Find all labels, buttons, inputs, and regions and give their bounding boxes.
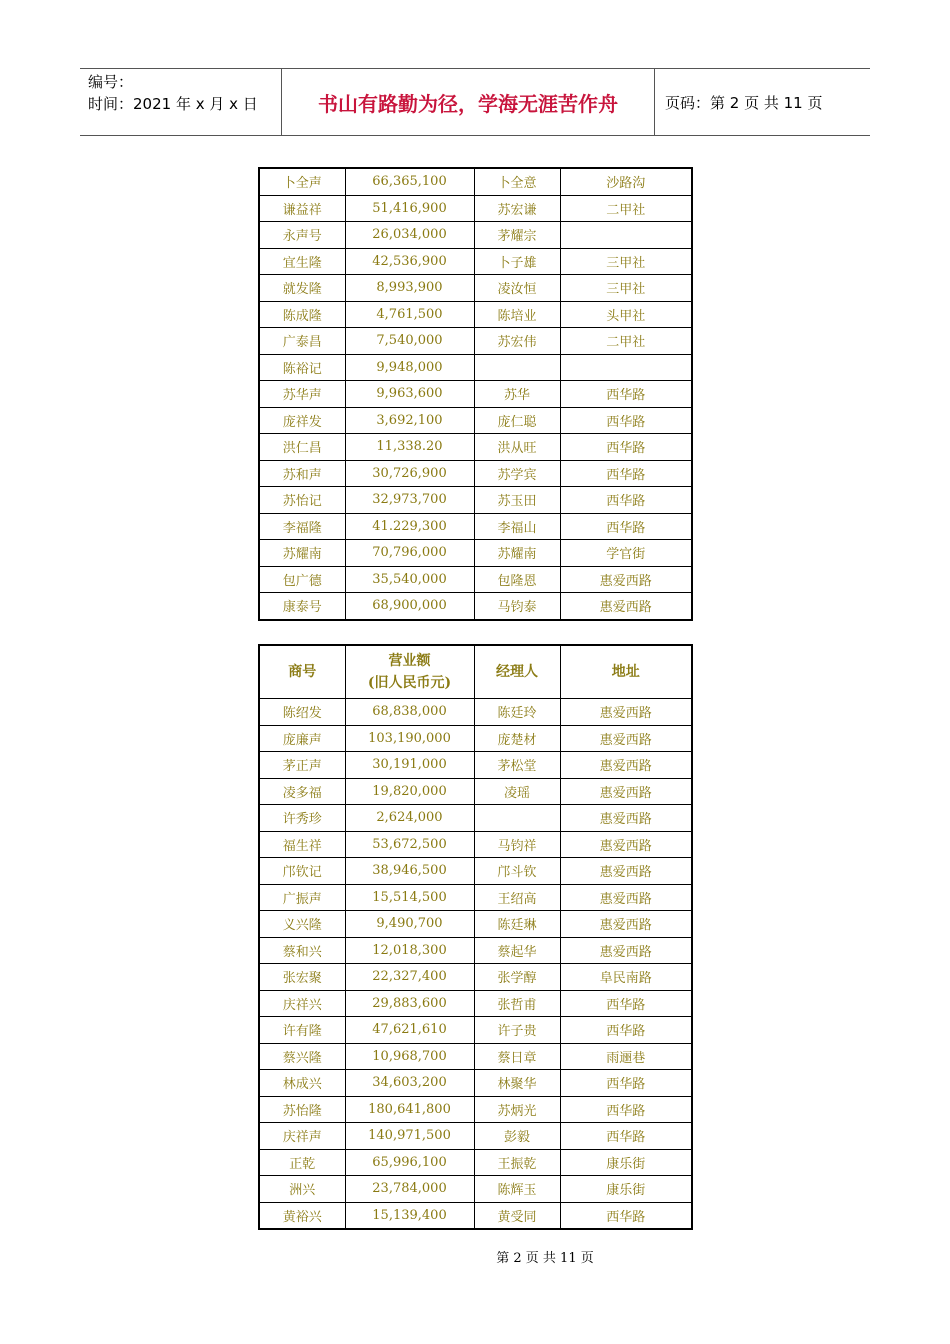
table-row (259, 460, 692, 487)
table-row (259, 778, 692, 805)
cell-shop: 庞廉声 (259, 725, 345, 752)
cell-manager: 彭毅 (474, 1123, 560, 1150)
cell-revenue: 2,624,000 (345, 805, 474, 832)
cell-address: 沙路沟 (560, 168, 692, 195)
cell-revenue: 26,034,000 (345, 222, 474, 249)
table-row (259, 407, 692, 434)
cell-address: 西华路 (560, 434, 692, 461)
table-row (259, 831, 692, 858)
cell-revenue: 70,796,000 (345, 540, 474, 567)
cell-revenue: 103,190,000 (345, 725, 474, 752)
cell-revenue: 4,761,500 (345, 301, 474, 328)
table-row (259, 1070, 692, 1097)
table-body (259, 699, 692, 1230)
cell-shop: 卜全声 (259, 168, 345, 195)
cell-manager: 林聚华 (474, 1070, 560, 1097)
cell-shop: 庆祥声 (259, 1123, 345, 1150)
table-header (259, 645, 692, 699)
cell-shop: 广泰昌 (259, 328, 345, 355)
cell-shop: 宜生隆 (259, 248, 345, 275)
cell-manager: 洪从旺 (474, 434, 560, 461)
cell-manager: 茅松堂 (474, 752, 560, 779)
cell-shop: 苏和声 (259, 460, 345, 487)
cell-manager: 凌汝恒 (474, 275, 560, 302)
cell-address: 西华路 (560, 1202, 692, 1229)
header-revenue-line2: (旧人民币元) (367, 675, 452, 691)
document-time-label: 时间：2021 年 x 月 x 日 (88, 95, 258, 113)
table-row (259, 593, 692, 620)
table-row (259, 1043, 692, 1070)
cell-revenue: 68,900,000 (345, 593, 474, 620)
cell-shop: 蔡兴隆 (259, 1043, 345, 1070)
cell-address (560, 222, 692, 249)
cell-address: 头甲社 (560, 301, 692, 328)
table-body (259, 168, 692, 620)
cell-shop: 苏怡隆 (259, 1096, 345, 1123)
cell-revenue: 68,838,000 (345, 699, 474, 726)
cell-manager: 蔡起华 (474, 937, 560, 964)
cell-shop: 永声号 (259, 222, 345, 249)
cell-manager: 苏炳光 (474, 1096, 560, 1123)
cell-address: 惠爱西路 (560, 593, 692, 620)
cell-revenue: 9,948,000 (345, 354, 474, 381)
cell-address: 西华路 (560, 513, 692, 540)
cell-address: 惠爱西路 (560, 884, 692, 911)
cell-shop: 正乾 (259, 1149, 345, 1176)
table-row (259, 990, 692, 1017)
cell-address: 二甲社 (560, 328, 692, 355)
table-row (259, 858, 692, 885)
table-row (259, 381, 692, 408)
table-row (259, 1096, 692, 1123)
cell-revenue: 41.229,300 (345, 513, 474, 540)
cell-revenue: 9,490,700 (345, 911, 474, 938)
table-row (259, 1149, 692, 1176)
cell-manager: 苏耀南 (474, 540, 560, 567)
cell-manager (474, 805, 560, 832)
cell-manager: 张学醇 (474, 964, 560, 991)
cell-revenue: 29,883,600 (345, 990, 474, 1017)
cell-manager: 陈廷琳 (474, 911, 560, 938)
cell-address: 惠爱西路 (560, 831, 692, 858)
cell-manager: 邝斗钦 (474, 858, 560, 885)
cell-revenue: 65,996,100 (345, 1149, 474, 1176)
cell-manager: 凌瑶 (474, 778, 560, 805)
cell-shop: 李福隆 (259, 513, 345, 540)
header-page-number: 页码：第 2 页 共 11 页 (665, 93, 823, 112)
table-row (259, 513, 692, 540)
cell-revenue: 140,971,500 (345, 1123, 474, 1150)
cell-revenue: 22,327,400 (345, 964, 474, 991)
cell-revenue: 15,139,400 (345, 1202, 474, 1229)
cell-revenue: 38,946,500 (345, 858, 474, 885)
cell-address: 惠爱西路 (560, 752, 692, 779)
cell-address: 西华路 (560, 1123, 692, 1150)
page-footer: 第 2 页 共 11 页 (496, 1251, 594, 1266)
header-manager: 经理人 (474, 645, 560, 699)
cell-shop: 谦益祥 (259, 195, 345, 222)
header-motto: 书山有路勤为径，学海无涯苦作舟 (282, 69, 655, 135)
cell-shop: 包广德 (259, 566, 345, 593)
cell-manager: 庞仁聪 (474, 407, 560, 434)
table-row (259, 1123, 692, 1150)
cell-revenue: 3,692,100 (345, 407, 474, 434)
cell-revenue: 53,672,500 (345, 831, 474, 858)
cell-address: 惠爱西路 (560, 911, 692, 938)
cell-revenue: 30,726,900 (345, 460, 474, 487)
cell-address: 惠爱西路 (560, 937, 692, 964)
cell-shop: 义兴隆 (259, 911, 345, 938)
table-row (259, 1017, 692, 1044)
table-row (259, 1176, 692, 1203)
cell-address: 西华路 (560, 1017, 692, 1044)
cell-manager: 陈廷玲 (474, 699, 560, 726)
cell-shop: 洪仁昌 (259, 434, 345, 461)
cell-shop: 苏耀南 (259, 540, 345, 567)
cell-manager: 庞楚材 (474, 725, 560, 752)
cell-address: 西华路 (560, 1096, 692, 1123)
table-row (259, 937, 692, 964)
cell-address: 康乐街 (560, 1176, 692, 1203)
cell-shop: 许秀珍 (259, 805, 345, 832)
cell-manager: 苏学宾 (474, 460, 560, 487)
table-row (259, 222, 692, 249)
cell-address: 惠爱西路 (560, 778, 692, 805)
document-number-label: 编号： (88, 73, 134, 91)
table-row (259, 911, 692, 938)
table-row (259, 805, 692, 832)
cell-manager: 蔡日章 (474, 1043, 560, 1070)
cell-address: 西华路 (560, 990, 692, 1017)
cell-revenue: 34,603,200 (345, 1070, 474, 1097)
cell-manager: 马钧祥 (474, 831, 560, 858)
cell-manager: 苏宏伟 (474, 328, 560, 355)
page-header (80, 68, 870, 136)
cell-revenue: 30,191,000 (345, 752, 474, 779)
cell-address: 二甲社 (560, 195, 692, 222)
cell-address: 惠爱西路 (560, 699, 692, 726)
cell-revenue: 9,963,600 (345, 381, 474, 408)
cell-manager: 包隆恩 (474, 566, 560, 593)
cell-address: 三甲社 (560, 275, 692, 302)
table-row (259, 1202, 692, 1229)
cell-shop: 庞祥发 (259, 407, 345, 434)
cell-address: 阜民南路 (560, 964, 692, 991)
cell-shop: 黄裕兴 (259, 1202, 345, 1229)
table-row (259, 884, 692, 911)
cell-manager: 卜全意 (474, 168, 560, 195)
cell-revenue: 180,641,800 (345, 1096, 474, 1123)
cell-revenue: 51,416,900 (345, 195, 474, 222)
table-row (259, 301, 692, 328)
table-row (259, 195, 692, 222)
cell-shop: 苏怡记 (259, 487, 345, 514)
cell-shop: 就发隆 (259, 275, 345, 302)
cell-address: 西华路 (560, 381, 692, 408)
cell-revenue: 12,018,300 (345, 937, 474, 964)
shop-table-continued (258, 167, 693, 621)
cell-address: 西华路 (560, 487, 692, 514)
cell-manager: 许子贵 (474, 1017, 560, 1044)
table-row (259, 275, 692, 302)
table-row (259, 725, 692, 752)
table-row (259, 328, 692, 355)
cell-manager: 苏华 (474, 381, 560, 408)
cell-shop: 蔡和兴 (259, 937, 345, 964)
cell-address: 雨逦巷 (560, 1043, 692, 1070)
cell-manager (474, 354, 560, 381)
header-revenue-line1: 营业额 (388, 653, 431, 669)
cell-revenue: 23,784,000 (345, 1176, 474, 1203)
cell-manager: 苏玉田 (474, 487, 560, 514)
cell-revenue: 11,338.20 (345, 434, 474, 461)
cell-manager: 黄受同 (474, 1202, 560, 1229)
cell-shop: 许有隆 (259, 1017, 345, 1044)
cell-shop: 陈绍发 (259, 699, 345, 726)
cell-revenue: 42,536,900 (345, 248, 474, 275)
cell-revenue: 47,621,610 (345, 1017, 474, 1044)
table-row (259, 487, 692, 514)
cell-shop: 福生祥 (259, 831, 345, 858)
cell-shop: 广振声 (259, 884, 345, 911)
cell-manager: 马钧泰 (474, 593, 560, 620)
cell-manager: 苏宏谦 (474, 195, 560, 222)
table-row (259, 566, 692, 593)
table-row (259, 434, 692, 461)
cell-manager: 茅耀宗 (474, 222, 560, 249)
cell-manager: 陈辉玉 (474, 1176, 560, 1203)
cell-address: 学官街 (560, 540, 692, 567)
cell-shop: 苏华声 (259, 381, 345, 408)
cell-shop: 陈裕记 (259, 354, 345, 381)
cell-address: 惠爱西路 (560, 566, 692, 593)
cell-revenue: 7,540,000 (345, 328, 474, 355)
cell-shop: 茅正声 (259, 752, 345, 779)
table-row (259, 354, 692, 381)
cell-revenue: 19,820,000 (345, 778, 474, 805)
table-row (259, 168, 692, 195)
cell-shop: 张宏聚 (259, 964, 345, 991)
header-meta (80, 69, 282, 135)
cell-revenue: 35,540,000 (345, 566, 474, 593)
shop-revenue-table (258, 644, 693, 1230)
table-row (259, 540, 692, 567)
header-revenue (345, 645, 474, 699)
table-row (259, 699, 692, 726)
cell-manager: 李福山 (474, 513, 560, 540)
header-address: 地址 (560, 645, 692, 699)
cell-address: 三甲社 (560, 248, 692, 275)
cell-revenue: 8,993,900 (345, 275, 474, 302)
cell-manager: 王振乾 (474, 1149, 560, 1176)
cell-address: 惠爱西路 (560, 858, 692, 885)
cell-address: 惠爱西路 (560, 725, 692, 752)
cell-manager: 张哲甫 (474, 990, 560, 1017)
cell-manager: 陈培业 (474, 301, 560, 328)
cell-revenue: 32,973,700 (345, 487, 474, 514)
table-row (259, 752, 692, 779)
cell-manager: 王绍高 (474, 884, 560, 911)
table-header-row (259, 645, 692, 699)
cell-address (560, 354, 692, 381)
cell-shop: 洲兴 (259, 1176, 345, 1203)
table-row (259, 248, 692, 275)
cell-address: 康乐街 (560, 1149, 692, 1176)
cell-shop: 康泰号 (259, 593, 345, 620)
cell-shop: 陈成隆 (259, 301, 345, 328)
cell-shop: 凌多福 (259, 778, 345, 805)
cell-address: 惠爱西路 (560, 805, 692, 832)
cell-manager: 卜子雄 (474, 248, 560, 275)
cell-shop: 林成兴 (259, 1070, 345, 1097)
header-shop: 商号 (259, 645, 345, 699)
cell-revenue: 15,514,500 (345, 884, 474, 911)
table-row (259, 964, 692, 991)
cell-address: 西华路 (560, 407, 692, 434)
cell-revenue: 10,968,700 (345, 1043, 474, 1070)
cell-revenue: 66,365,100 (345, 168, 474, 195)
cell-address: 西华路 (560, 460, 692, 487)
cell-shop: 邝钦记 (259, 858, 345, 885)
cell-shop: 庆祥兴 (259, 990, 345, 1017)
cell-address: 西华路 (560, 1070, 692, 1097)
